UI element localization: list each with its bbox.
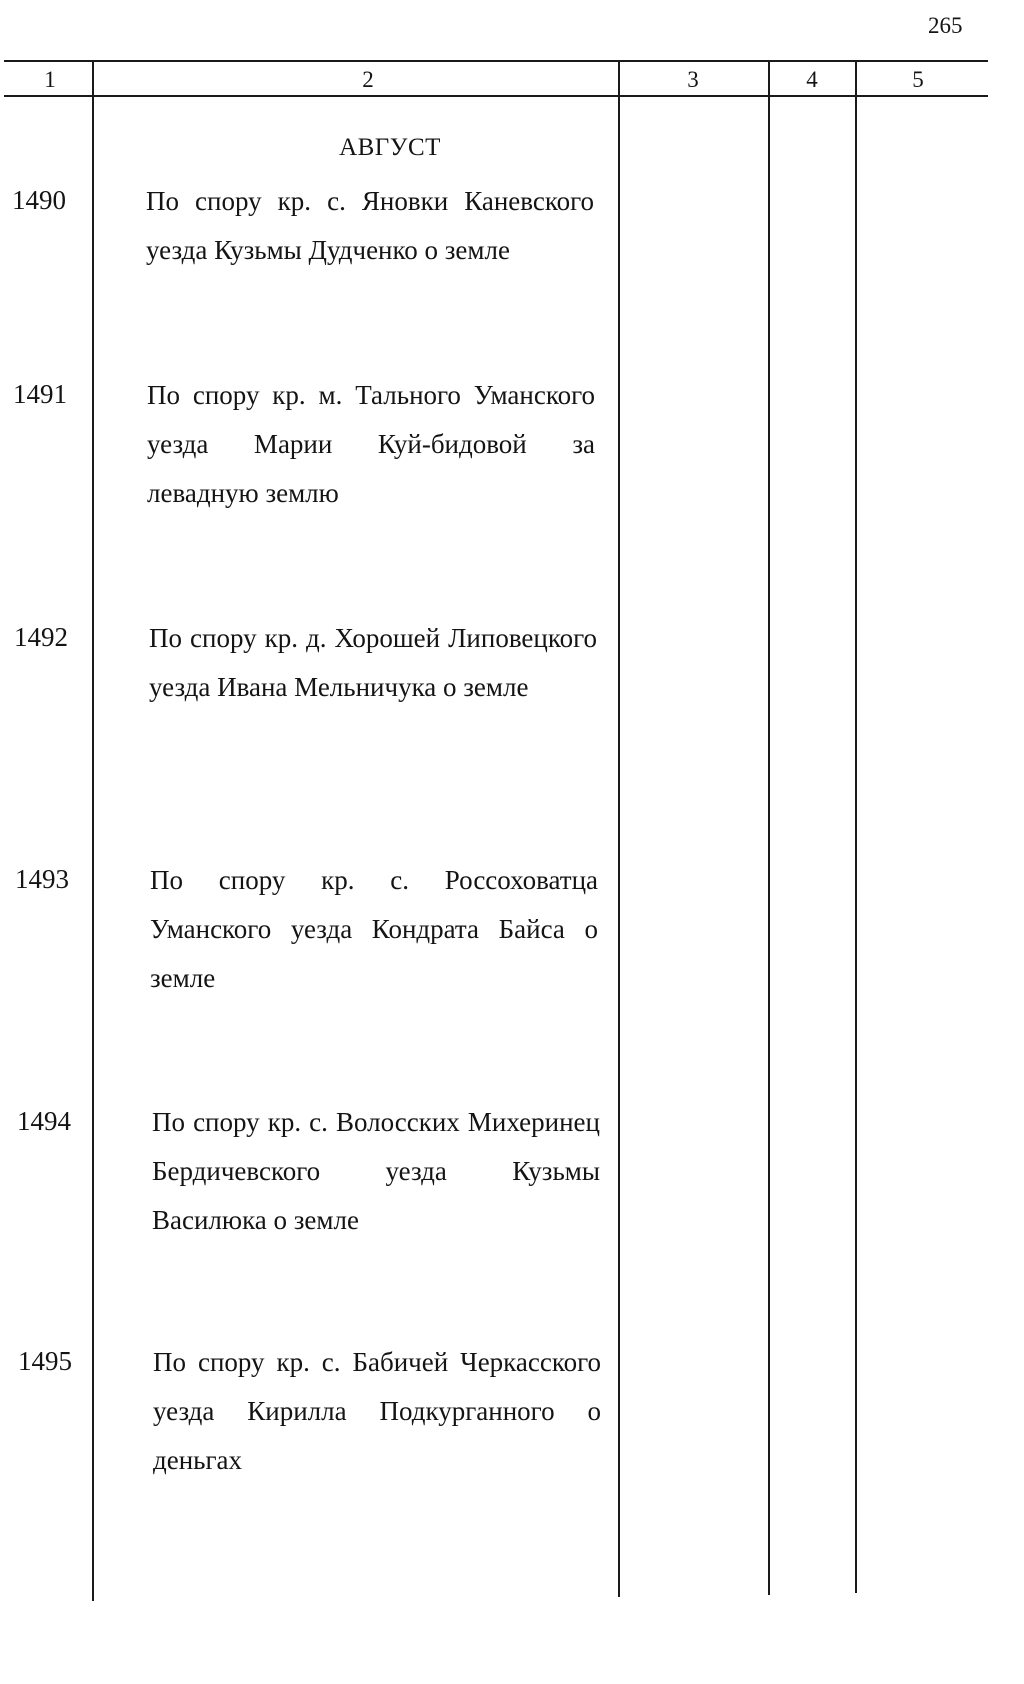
entry-description: По спору кр. с. Россоховатца Уманского уезда Кондрата Байса о земле bbox=[150, 865, 598, 993]
column-divider-1 bbox=[92, 61, 94, 1601]
entry-description: По спору кр. д. Хорошей Липовецкого уезда Ивана Мельничука о земле bbox=[149, 623, 597, 702]
header-top-rule bbox=[4, 60, 988, 62]
entry-description: По спору кр. с. Яновки Каневского уезда Кузьмы Дудченко о земле bbox=[146, 186, 594, 265]
entry-description: По спору кр. с. Бабичей Черкасского уезда Кирилла Подкурганного о деньгах bbox=[153, 1347, 601, 1475]
column-divider-2 bbox=[618, 61, 620, 1597]
entry-number: 1490 bbox=[12, 185, 66, 215]
entry-description: По спору кр. с. Волосских Михеринец Бердичевского уезда Кузьмы Василюка о земле bbox=[152, 1107, 600, 1235]
column-header-2: 2 bbox=[362, 67, 374, 92]
column-header-1: 1 bbox=[44, 67, 56, 92]
entry-number: 1492 bbox=[14, 622, 68, 652]
entry-number: 1493 bbox=[15, 864, 69, 894]
entry-number: 1491 bbox=[13, 379, 67, 409]
page-number: 265 bbox=[928, 13, 963, 38]
column-divider-3 bbox=[768, 61, 770, 1595]
entry-number: 1494 bbox=[17, 1106, 71, 1136]
column-header-4: 4 bbox=[806, 67, 818, 92]
column-divider-4 bbox=[855, 61, 857, 1593]
section-title: АВГУСТ bbox=[339, 134, 441, 161]
entry-description: По спору кр. м. Тального Уманского уезда Марии Куй-бидовой за левадную землю bbox=[147, 380, 595, 508]
entry-number: 1495 bbox=[18, 1346, 72, 1376]
column-header-5: 5 bbox=[912, 67, 924, 92]
header-bottom-rule bbox=[4, 95, 988, 97]
column-header-3: 3 bbox=[687, 67, 699, 92]
